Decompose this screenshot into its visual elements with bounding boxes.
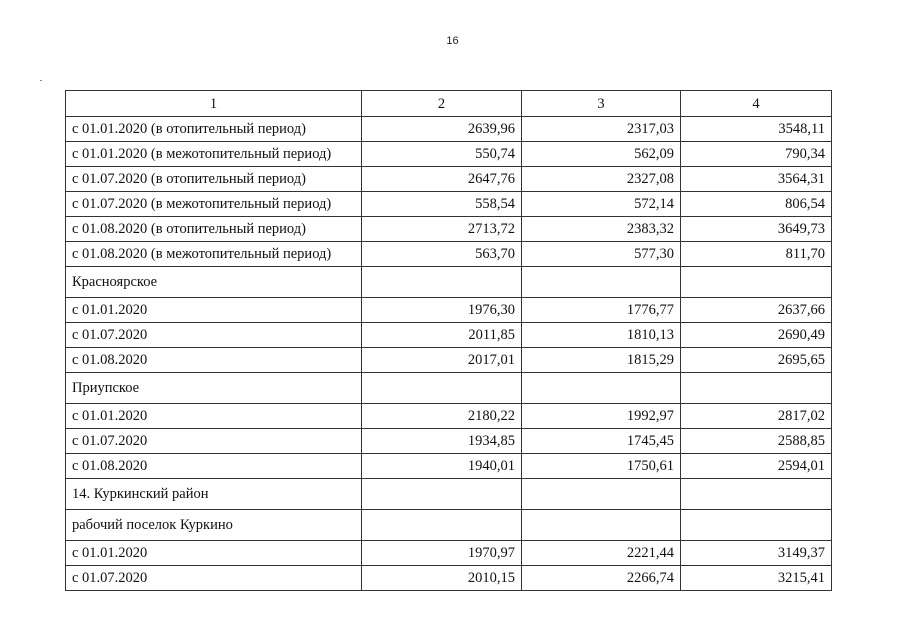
table-row [66, 541, 832, 566]
value-cell-col2: 2010,15 [362, 566, 522, 591]
table-header-row [66, 91, 832, 117]
empty-cell [522, 373, 681, 404]
value-cell-col3: 1810,13 [522, 323, 681, 348]
row-label: с 01.07.2020 (в межотопительный период) [66, 192, 362, 217]
row-label: с 01.08.2020 [66, 454, 362, 479]
value-cell-col2: 563,70 [362, 242, 522, 267]
row-label: с 01.01.2020 [66, 404, 362, 429]
section-label: Красноярское [66, 267, 362, 298]
empty-cell [362, 479, 522, 510]
empty-cell [522, 479, 681, 510]
value-cell-col2: 1976,30 [362, 298, 522, 323]
value-cell-col2: 2180,22 [362, 404, 522, 429]
table-row [66, 348, 832, 373]
row-label: с 01.01.2020 (в межотопительный период) [66, 142, 362, 167]
value-cell-col4: 3149,37 [681, 541, 832, 566]
value-cell-col3: 572,14 [522, 192, 681, 217]
value-cell-col4: 790,34 [681, 142, 832, 167]
empty-cell [681, 267, 832, 298]
row-label: с 01.07.2020 (в отопительный период) [66, 167, 362, 192]
empty-cell [681, 479, 832, 510]
value-cell-col2: 1934,85 [362, 429, 522, 454]
value-cell-col2: 550,74 [362, 142, 522, 167]
value-cell-col2: 1970,97 [362, 541, 522, 566]
value-cell-col4: 2594,01 [681, 454, 832, 479]
row-label: с 01.07.2020 [66, 429, 362, 454]
value-cell-col2: 2647,76 [362, 167, 522, 192]
row-label: с 01.07.2020 [66, 566, 362, 591]
section-row [66, 479, 832, 510]
empty-cell [681, 510, 832, 541]
table-body [66, 91, 832, 591]
scan-artifact [40, 80, 42, 81]
row-label: с 01.01.2020 [66, 541, 362, 566]
value-cell-col3: 2221,44 [522, 541, 681, 566]
table-row [66, 142, 832, 167]
value-cell-col3: 1745,45 [522, 429, 681, 454]
value-cell-col2: 2639,96 [362, 117, 522, 142]
value-cell-col4: 3215,41 [681, 566, 832, 591]
value-cell-col2: 2011,85 [362, 323, 522, 348]
section-label: Приупское [66, 373, 362, 404]
row-label: с 01.08.2020 (в межотопительный период) [66, 242, 362, 267]
table-row [66, 192, 832, 217]
section-label: 14. Куркинский район [66, 479, 362, 510]
value-cell-col4: 3548,11 [681, 117, 832, 142]
table-row [66, 298, 832, 323]
value-cell-col4: 811,70 [681, 242, 832, 267]
tariff-table [65, 90, 832, 591]
value-cell-col4: 3649,73 [681, 217, 832, 242]
empty-cell [681, 373, 832, 404]
table-row [66, 429, 832, 454]
header-cell-1: 1 [66, 91, 362, 117]
row-label: с 01.07.2020 [66, 323, 362, 348]
table-row [66, 117, 832, 142]
row-label: с 01.08.2020 (в отопительный период) [66, 217, 362, 242]
section-row [66, 373, 832, 404]
value-cell-col4: 2588,85 [681, 429, 832, 454]
value-cell-col3: 1750,61 [522, 454, 681, 479]
header-cell-3: 3 [522, 91, 681, 117]
row-label: с 01.01.2020 (в отопительный период) [66, 117, 362, 142]
value-cell-col4: 2637,66 [681, 298, 832, 323]
value-cell-col3: 2327,08 [522, 167, 681, 192]
value-cell-col4: 806,54 [681, 192, 832, 217]
empty-cell [362, 267, 522, 298]
value-cell-col3: 577,30 [522, 242, 681, 267]
value-cell-col3: 2383,32 [522, 217, 681, 242]
row-label: с 01.08.2020 [66, 348, 362, 373]
section-row [66, 510, 832, 541]
value-cell-col3: 1776,77 [522, 298, 681, 323]
table-row [66, 323, 832, 348]
value-cell-col3: 562,09 [522, 142, 681, 167]
value-cell-col3: 2317,03 [522, 117, 681, 142]
value-cell-col4: 2690,49 [681, 323, 832, 348]
value-cell-col2: 558,54 [362, 192, 522, 217]
empty-cell [522, 510, 681, 541]
value-cell-col3: 1815,29 [522, 348, 681, 373]
value-cell-col2: 2713,72 [362, 217, 522, 242]
header-cell-4: 4 [681, 91, 832, 117]
empty-cell [522, 267, 681, 298]
value-cell-col3: 1992,97 [522, 404, 681, 429]
section-row [66, 267, 832, 298]
header-cell-2: 2 [362, 91, 522, 117]
table-row [66, 242, 832, 267]
table-row [66, 566, 832, 591]
table-row [66, 404, 832, 429]
value-cell-col2: 1940,01 [362, 454, 522, 479]
page-number: 16 [446, 35, 459, 47]
row-label: с 01.01.2020 [66, 298, 362, 323]
empty-cell [362, 510, 522, 541]
value-cell-col3: 2266,74 [522, 566, 681, 591]
section-label: рабочий поселок Куркино [66, 510, 362, 541]
value-cell-col2: 2017,01 [362, 348, 522, 373]
empty-cell [362, 373, 522, 404]
value-cell-col4: 2817,02 [681, 404, 832, 429]
value-cell-col4: 2695,65 [681, 348, 832, 373]
table-row [66, 454, 832, 479]
table-row [66, 167, 832, 192]
table-row [66, 217, 832, 242]
value-cell-col4: 3564,31 [681, 167, 832, 192]
